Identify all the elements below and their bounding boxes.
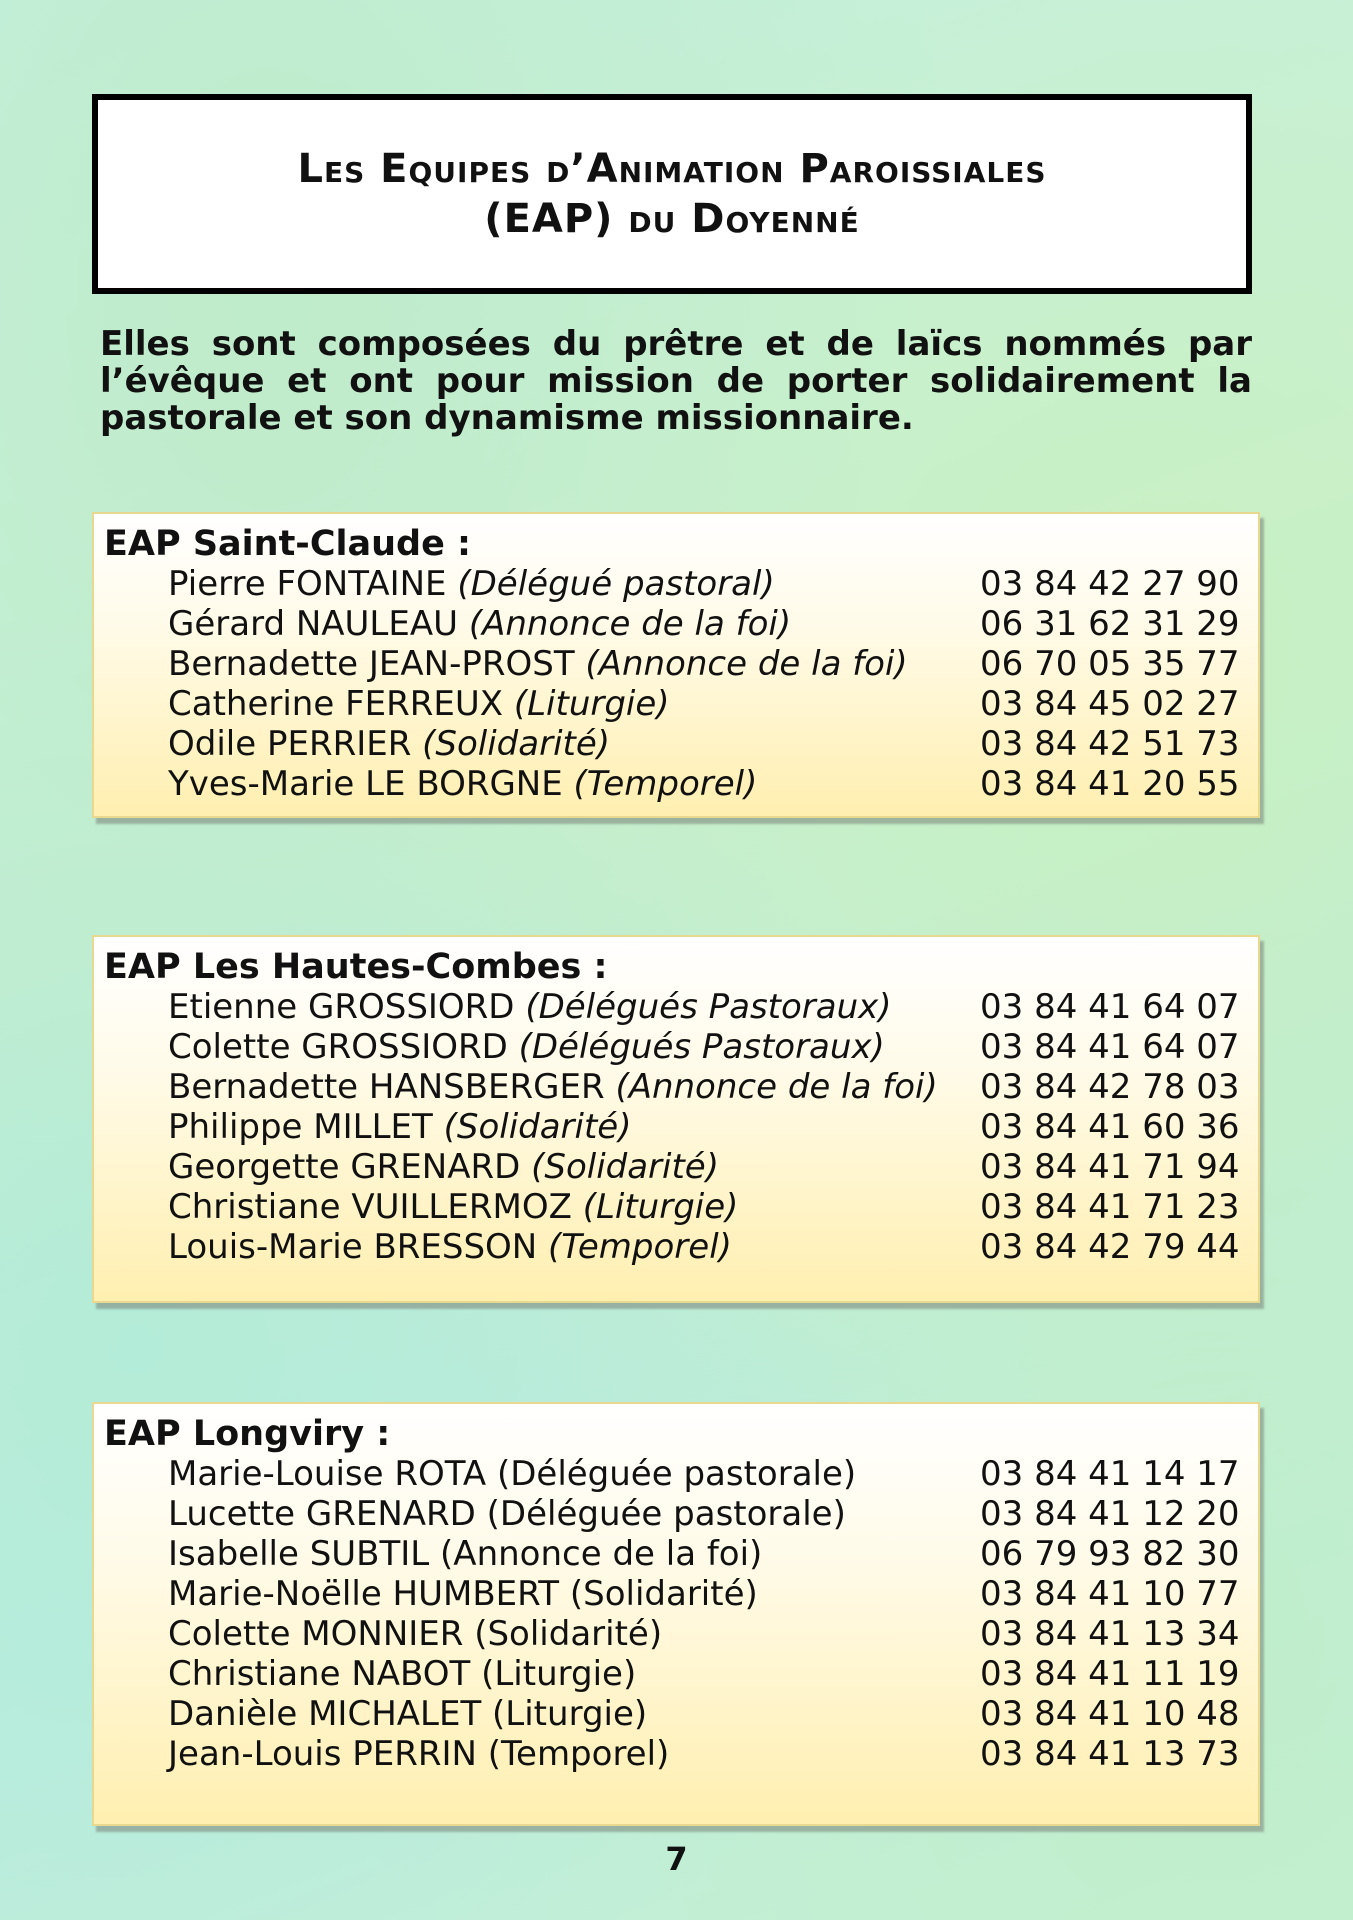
member-name: Jean-Louis PERRIN bbox=[168, 1734, 488, 1774]
eap-title: EAP Les Hautes-Combes : bbox=[104, 947, 608, 987]
member-role: (Liturgie) bbox=[492, 1694, 648, 1734]
member-name: Gérard NAULEAU bbox=[168, 604, 469, 644]
member-entry bbox=[168, 1614, 662, 1654]
member-phone: 03 84 41 10 77 bbox=[980, 1574, 1240, 1614]
member-entry bbox=[168, 1147, 719, 1187]
member-entry bbox=[168, 1534, 762, 1574]
list-item bbox=[104, 564, 1258, 604]
member-phone: 06 70 05 35 77 bbox=[980, 644, 1240, 684]
member-phone: 03 84 41 14 17 bbox=[980, 1454, 1240, 1494]
member-name: Philippe MILLET bbox=[168, 1107, 444, 1147]
member-name: Yves-Marie LE BORGNE bbox=[168, 764, 574, 804]
member-name: Colette MONNIER bbox=[168, 1614, 475, 1654]
member-role: (Annonce de la foi) bbox=[468, 604, 792, 644]
member-name: Catherine FERREUX bbox=[168, 684, 514, 724]
member-entry bbox=[168, 564, 775, 604]
member-name: Danièle MICHALET bbox=[168, 1694, 493, 1734]
list-item bbox=[104, 1147, 1258, 1187]
list-item bbox=[104, 1187, 1258, 1227]
member-role: (Déléguée pastorale) bbox=[496, 1454, 857, 1494]
member-entry bbox=[168, 604, 791, 644]
eap-title: EAP Longviry : bbox=[104, 1414, 391, 1454]
intro-paragraph: Elles sont composées du prêtre et de laïcs nommés par l’évêque et ont pour mission de porter solidairement la pastorale et son dynamisme missionnaire. bbox=[100, 324, 1252, 438]
member-phone: 03 84 42 51 73 bbox=[980, 724, 1240, 764]
member-name: Pierre FONTAINE bbox=[168, 564, 458, 604]
list-item bbox=[104, 724, 1258, 764]
list-item bbox=[104, 764, 1258, 804]
member-name: Christiane VUILLERMOZ bbox=[168, 1187, 583, 1227]
member-role: (Annonce de la foi) bbox=[615, 1067, 938, 1107]
list-item bbox=[104, 1107, 1258, 1147]
member-role: (Liturgie) bbox=[481, 1654, 637, 1694]
member-phone: 03 84 41 71 23 bbox=[980, 1187, 1240, 1227]
member-role: (Temporel) bbox=[548, 1227, 732, 1267]
member-name: Marie-Noëlle HUMBERT bbox=[168, 1574, 570, 1614]
member-entry bbox=[168, 1734, 669, 1774]
member-phone: 03 84 41 20 55 bbox=[980, 764, 1240, 804]
member-entry bbox=[168, 764, 757, 804]
list-item bbox=[104, 684, 1258, 724]
member-name: Christiane NABOT bbox=[168, 1654, 482, 1694]
member-phone: 03 84 41 13 34 bbox=[980, 1614, 1240, 1654]
member-role: (Délégué pastoral) bbox=[457, 564, 775, 604]
list-item bbox=[104, 1454, 1258, 1494]
member-role: (Annonce de la foi) bbox=[440, 1534, 763, 1574]
eap-box-hautes-combes bbox=[92, 935, 1260, 1303]
member-role: (Annonce de la foi) bbox=[585, 644, 908, 684]
member-phone: 06 31 62 31 29 bbox=[980, 604, 1240, 644]
list-item bbox=[104, 1654, 1258, 1694]
member-phone: 03 84 41 71 94 bbox=[980, 1147, 1240, 1187]
member-role: (Solidarité) bbox=[443, 1107, 632, 1147]
member-entry bbox=[168, 1227, 732, 1267]
list-item bbox=[104, 604, 1258, 644]
list-item bbox=[104, 1614, 1258, 1654]
member-phone: 03 84 45 02 27 bbox=[980, 684, 1240, 724]
member-name: Marie-Louise ROTA bbox=[168, 1454, 497, 1494]
member-entry bbox=[168, 644, 908, 684]
member-role: (Temporel) bbox=[573, 764, 758, 804]
member-phone: 03 84 42 27 90 bbox=[980, 564, 1240, 604]
member-entry bbox=[168, 1654, 636, 1694]
member-entry bbox=[168, 1187, 738, 1227]
member-phone: 03 84 41 11 19 bbox=[980, 1654, 1240, 1694]
member-phone: 03 84 41 64 07 bbox=[980, 987, 1240, 1027]
member-role: (Solidarité) bbox=[422, 724, 611, 764]
page-number: 7 bbox=[665, 1840, 688, 1878]
member-phone: 03 84 42 79 44 bbox=[980, 1227, 1240, 1267]
member-name: Bernadette JEAN-PROST bbox=[168, 644, 586, 684]
eap-box-saint-claude bbox=[92, 512, 1260, 818]
member-entry bbox=[168, 1574, 758, 1614]
member-phone: 03 84 41 60 36 bbox=[980, 1107, 1240, 1147]
member-role: (Délégués Pastoraux) bbox=[518, 1027, 885, 1067]
member-role: (Délégués Pastoraux) bbox=[525, 987, 892, 1027]
member-name: Etienne GROSSIORD bbox=[168, 987, 526, 1027]
member-entry bbox=[168, 1027, 885, 1067]
member-name: Odile PERRIER bbox=[168, 724, 423, 764]
member-name: Lucette GRENARD bbox=[168, 1494, 487, 1534]
member-entry bbox=[168, 724, 610, 764]
list-item bbox=[104, 1694, 1258, 1734]
member-role: (Solidarité) bbox=[569, 1574, 758, 1614]
list-item bbox=[104, 644, 1258, 684]
member-role: (Solidarité) bbox=[531, 1147, 719, 1187]
member-phone: 03 84 42 78 03 bbox=[980, 1067, 1240, 1107]
member-phone: 03 84 41 13 73 bbox=[980, 1734, 1240, 1774]
list-item bbox=[104, 1067, 1258, 1107]
member-phone: 03 84 41 64 07 bbox=[980, 1027, 1240, 1067]
member-role: (Solidarité) bbox=[474, 1614, 663, 1654]
list-item bbox=[104, 987, 1258, 1027]
member-entry bbox=[168, 684, 670, 724]
member-phone: 03 84 41 12 20 bbox=[980, 1494, 1240, 1534]
member-name: Georgette GRENARD bbox=[168, 1147, 532, 1187]
member-entry bbox=[168, 1694, 647, 1734]
list-item bbox=[104, 1494, 1258, 1534]
member-phone: 06 79 93 82 30 bbox=[980, 1534, 1240, 1574]
member-role: (Liturgie) bbox=[513, 684, 670, 724]
list-item bbox=[104, 1227, 1258, 1267]
member-entry bbox=[168, 1454, 856, 1494]
list-item bbox=[104, 1534, 1258, 1574]
member-entry bbox=[168, 987, 892, 1027]
member-entry bbox=[168, 1107, 632, 1147]
member-entry bbox=[168, 1067, 938, 1107]
list-item bbox=[104, 1027, 1258, 1067]
member-role: (Déléguée pastorale) bbox=[486, 1494, 846, 1534]
member-name: Colette GROSSIORD bbox=[168, 1027, 519, 1067]
member-phone: 03 84 41 10 48 bbox=[980, 1694, 1240, 1734]
page-title-box bbox=[92, 94, 1252, 294]
list-item bbox=[104, 1734, 1258, 1774]
member-entry bbox=[168, 1494, 846, 1534]
list-item bbox=[104, 1574, 1258, 1614]
page-title-line-2: (EAP) du Doyenné bbox=[484, 196, 860, 242]
member-name: Isabelle SUBTIL bbox=[168, 1534, 441, 1574]
page-title-line-1: Les Equipes d’Animation Paroissiales bbox=[297, 146, 1047, 192]
member-name: Bernadette HANSBERGER bbox=[168, 1067, 616, 1107]
member-name: Louis-Marie BRESSON bbox=[168, 1227, 549, 1267]
eap-box-longviry bbox=[92, 1402, 1260, 1826]
member-role: (Temporel) bbox=[487, 1734, 670, 1774]
member-role: (Liturgie) bbox=[582, 1187, 739, 1227]
eap-title: EAP Saint-Claude : bbox=[104, 524, 472, 564]
